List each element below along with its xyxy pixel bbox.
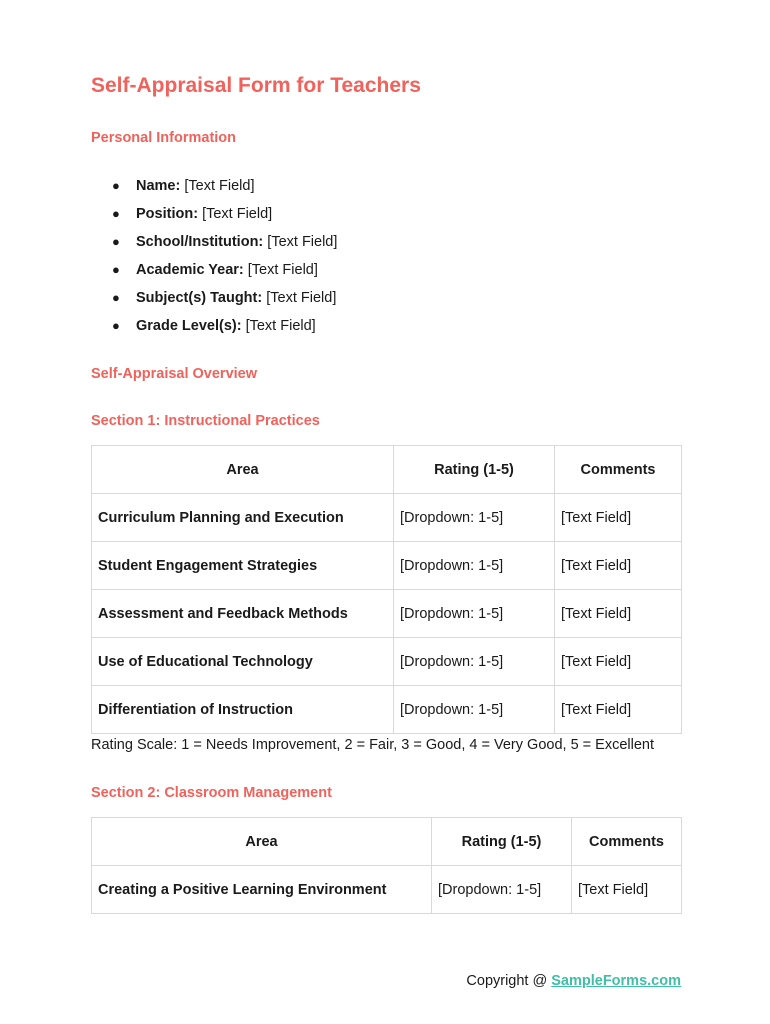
bullet-icon: ● <box>112 290 120 305</box>
area-cell: Student Engagement Strategies <box>92 542 394 590</box>
rating-dropdown[interactable]: [Dropdown: 1-5] <box>432 866 572 914</box>
area-cell: Assessment and Feedback Methods <box>92 590 394 638</box>
list-item <box>91 204 337 232</box>
text-field[interactable]: [Text Field] <box>267 234 338 250</box>
text-field[interactable]: [Text Field] <box>247 262 318 278</box>
column-header-comments: Comments <box>555 446 682 494</box>
comments-field[interactable]: [Text Field] <box>555 590 682 638</box>
comments-field[interactable]: [Text Field] <box>572 866 682 914</box>
rating-dropdown[interactable]: [Dropdown: 1-5] <box>394 494 555 542</box>
comments-field[interactable]: [Text Field] <box>555 542 682 590</box>
list-item <box>91 316 337 344</box>
table-row <box>92 542 682 590</box>
text-field[interactable]: [Text Field] <box>184 178 255 194</box>
table-row <box>92 686 682 734</box>
text-field[interactable]: [Text Field] <box>266 290 337 306</box>
table-row <box>92 494 682 542</box>
copyright-footer <box>466 973 681 989</box>
personal-information-list <box>91 176 337 344</box>
area-cell: Use of Educational Technology <box>92 638 394 686</box>
table-row <box>92 866 682 914</box>
section-2-heading: Section 2: Classroom Management <box>91 785 332 801</box>
area-cell: Creating a Positive Learning Environment <box>92 866 432 914</box>
page-title: Self-Appraisal Form for Teachers <box>91 74 421 97</box>
comments-field[interactable]: [Text Field] <box>555 494 682 542</box>
field-label: Position: <box>136 206 203 222</box>
comments-field[interactable]: [Text Field] <box>555 638 682 686</box>
area-cell: Curriculum Planning and Execution <box>92 494 394 542</box>
list-item <box>91 288 337 316</box>
classroom-management-table <box>91 817 682 914</box>
bullet-icon: ● <box>112 262 120 277</box>
field-label: Name: <box>136 178 185 194</box>
table-row <box>92 590 682 638</box>
copyright-text: Copyright @ <box>466 973 552 989</box>
area-cell: Differentiation of Instruction <box>92 686 394 734</box>
list-item <box>91 232 337 260</box>
column-header-rating: Rating (1-5) <box>394 446 555 494</box>
field-label: School/Institution: <box>136 234 268 250</box>
table-row <box>92 638 682 686</box>
table-header-row <box>92 818 682 866</box>
sampleforms-link[interactable]: SampleForms.com <box>551 973 681 989</box>
field-label: Subject(s) Taught: <box>136 290 267 306</box>
table-header-row <box>92 446 682 494</box>
text-field[interactable]: [Text Field] <box>245 318 316 334</box>
rating-dropdown[interactable]: [Dropdown: 1-5] <box>394 542 555 590</box>
text-field[interactable]: [Text Field] <box>202 206 273 222</box>
rating-scale-note: Rating Scale: 1 = Needs Improvement, 2 = Fair, 3 = Good, 4 = Very Good, 5 = Excellent <box>91 737 654 753</box>
bullet-icon: ● <box>112 206 120 221</box>
column-header-rating: Rating (1-5) <box>432 818 572 866</box>
rating-dropdown[interactable]: [Dropdown: 1-5] <box>394 638 555 686</box>
field-label: Grade Level(s): <box>136 318 246 334</box>
bullet-icon: ● <box>112 178 120 193</box>
column-header-comments: Comments <box>572 818 682 866</box>
bullet-icon: ● <box>112 318 120 333</box>
rating-dropdown[interactable]: [Dropdown: 1-5] <box>394 590 555 638</box>
comments-field[interactable]: [Text Field] <box>555 686 682 734</box>
personal-information-heading: Personal Information <box>91 130 237 146</box>
rating-dropdown[interactable]: [Dropdown: 1-5] <box>394 686 555 734</box>
list-item <box>91 176 337 204</box>
list-item <box>91 260 337 288</box>
field-label: Academic Year: <box>136 262 248 278</box>
section-1-heading: Section 1: Instructional Practices <box>91 413 320 429</box>
overview-heading: Self-Appraisal Overview <box>91 366 258 382</box>
instructional-practices-table <box>91 445 682 734</box>
column-header-area: Area <box>92 446 394 494</box>
column-header-area: Area <box>92 818 432 866</box>
bullet-icon: ● <box>112 234 120 249</box>
